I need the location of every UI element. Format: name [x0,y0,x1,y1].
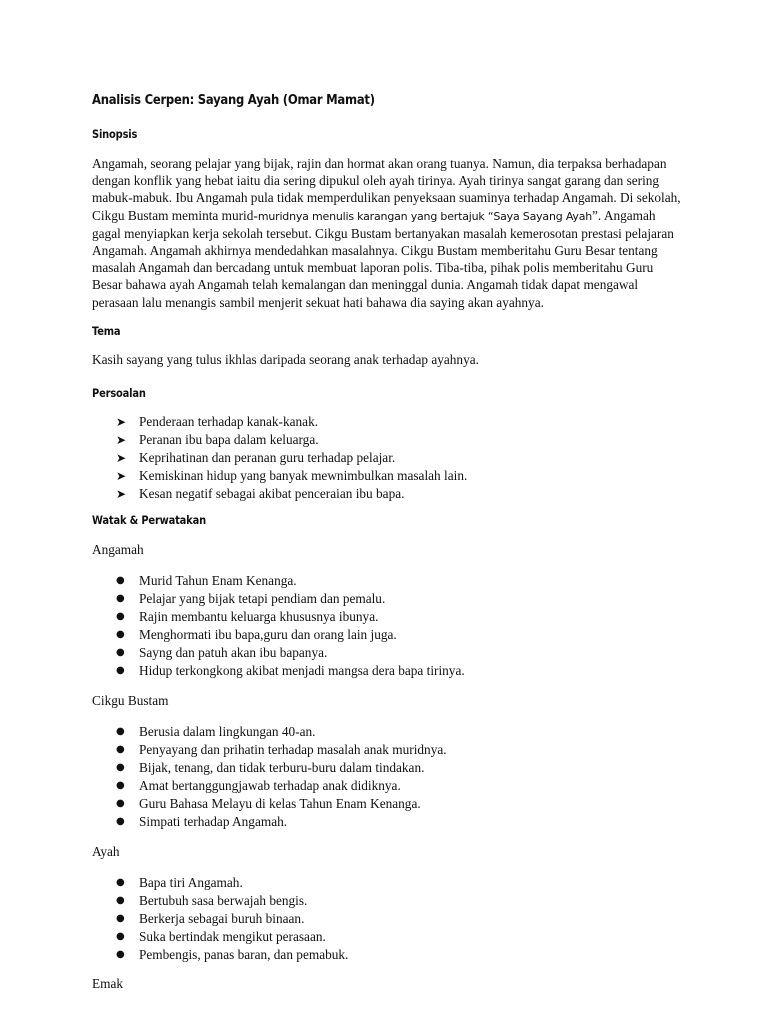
bullet-dot-icon: ● [116,895,125,906]
arrow-bullet-icon: ➤ [116,469,127,483]
tema-heading: Tema [92,324,121,338]
bullet-dot-icon: ● [116,593,125,604]
bullet-dot-icon: ● [116,744,125,755]
character-name-cikgu-bustam: Cikgu Bustam [92,693,169,708]
bullet-dot-icon: ● [116,611,125,622]
bullet-dot-icon: ● [116,816,125,827]
arrow-bullet-icon: ➤ [116,415,127,429]
sinopsis-heading: Sinopsis [92,127,138,141]
bullet-dot-icon: ● [116,665,125,676]
sinopsis-text-part2: muridnya menulis karangan yang bertajuk “Saya Sayang Ayah [257,209,593,223]
sinopsis-paragraph [92,155,684,311]
bullet-dot-icon: ● [116,931,125,942]
sinopsis-text-part3: ”. Angamah gagal menyiapkan kerja sekolah tersebut. Cikgu Bustam bertanyakan masalah kemerosotan prestasi pelajaran Angamah. Angamah akhirnya mendedahkan masalahnya. Cikgu Bustam memberitahu Guru Besar tentang masalah Angamah dan bercadang untuk membuat laporan polis. Tiba-tiba, pihak polis memberitahu Guru Besar bahawa ayah Angamah telah kemalangan dan meninggal dunia. Angamah tidak dapat mengawal perasaan lalu menangis sambil menjerit sekuat hati bahawa dia saying akan ayahnya. [92,207,674,310]
bullet-dot-icon: ● [116,798,125,809]
arrow-bullet-icon: ➤ [116,451,127,465]
character-name-emak: Emak [92,976,124,991]
arrow-bullet-icon: ➤ [116,433,127,447]
bullet-dot-icon: ● [116,780,125,791]
bullet-dot-icon: ● [116,575,125,586]
bullet-dot-icon: ● [116,913,125,924]
document-page: Analisis Cerpen: Sayang Ayah (Omar Mamat) Sinopsis Angamah, seorang pelajar yang bijak, rajin dan hormat akan orang tuanya. Namun, dia terpaksa berhadapan dengan konflik yang hebat iaitu dia sering dipukul oleh ayah tirinya. Ayah tirinya sangat garang dan sering mabuk-mabuk. Ibu Angamah pula tidak memperdulikan penyeksaan suaminya terhadap Angamah. Di sekolah, Cikgu Bustam meminta murid-muridnya menulis karangan yang bertajuk “Saya Sayang Ayah”. Angamah gagal menyiapkan kerja sekolah tersebut. Cikgu Bustam bertanyakan masalah kemerosotan prestasi pelajaran Angamah. Angamah akhirnya mendedahkan masalahnya. Cikgu Bustam memberitahu Guru Besar tentang masalah Angamah dan bercadang untuk membuat laporan polis. Tiba-tiba, pihak polis memberitahu Guru Besar bahawa ayah Angamah telah kemalangan dan meninggal dunia. Angamah tidak dapat mengawal perasaan lalu menangis sambil menjerit sekuat hati bahawa dia saying akan ayahnya. Tema Kasih sayang yang tulus ikhlas daripada seorang anak terhadap ayahnya. Persoalan ➤ Penderaan terhadap kanak-kanak. ➤ Peranan ibu bapa dalam keluarga. ➤ Keprihatinan dan peranan guru terhadap pelajar. ➤ Kemiskinan hidup yang banyak mewnimbulkan masalah lain. ➤ Kesan negatif sebagai akibat penceraian ibu bapa. Watak & Perwatakan Angamah ● Murid Tahun Enam Kenanga. ● Pelajar yang bijak tetapi pendiam dan pemalu. ● Rajin membantu keluarga khususnya ibunya. ● Menghormati ibu bapa,guru dan orang lain juga. ● Sayng dan patuh akan ibu bapanya. ● Hidup terkongkong akibat menjadi mangsa dera bapa tirinya. Cikgu Bustam ● Berusia dalam lingkungan 40-an. ● Penyayang dan prihatin terhadap masalah anak muridnya. ● Bijak, tenang, dan tidak terburu-buru dalam tindakan. ● Amat bertanggungjawab terhadap anak didiknya. ● Guru Bahasa Melayu di kelas Tahun Enam Kenanga. ● Simpati terhadap Angamah. Ayah ● Bapa tiri Angamah. ● Bertubuh sasa berwajah bengis. ● Berkerja sebagai buruh binaan. ● Suka bertindak mengikut perasaan. ● Pembengis, panas baran, dan pemabuk. Emak [0,0,768,1024]
bullet-dot-icon: ● [116,949,125,960]
bullet-dot-icon: ● [116,647,125,658]
document-title: Analisis Cerpen: Sayang Ayah (Omar Mamat) [92,92,375,108]
tema-text: Kasih sayang yang tulus ikhlas daripada seorang anak terhadap ayahnya. [92,352,479,367]
sinopsis-text-part1: Angamah, seorang pelajar yang bijak, rajin dan hormat akan orang tuanya. Namun, dia terpaksa berhadapan dengan konflik yang hebat iaitu dia sering dipukul oleh ayah tirinya. Ayah tirinya sangat garang dan sering mabuk-mabuk. Ibu Angamah pula tidak memperdulikan penyeksaan suaminya terhadap Angamah. Di sekolah, Cikgu Bustam meminta murid- [92,156,681,223]
character-name-angamah: Angamah [92,542,144,557]
bullet-dot-icon: ● [116,877,125,888]
bullet-dot-icon: ● [116,762,125,773]
character-name-ayah: Ayah [92,844,120,859]
bullet-dot-icon: ● [116,726,125,737]
persoalan-heading: Persoalan [92,386,146,400]
watak-heading: Watak & Perwatakan [92,513,206,527]
arrow-bullet-icon: ➤ [116,487,127,501]
bullet-dot-icon: ● [116,629,125,640]
